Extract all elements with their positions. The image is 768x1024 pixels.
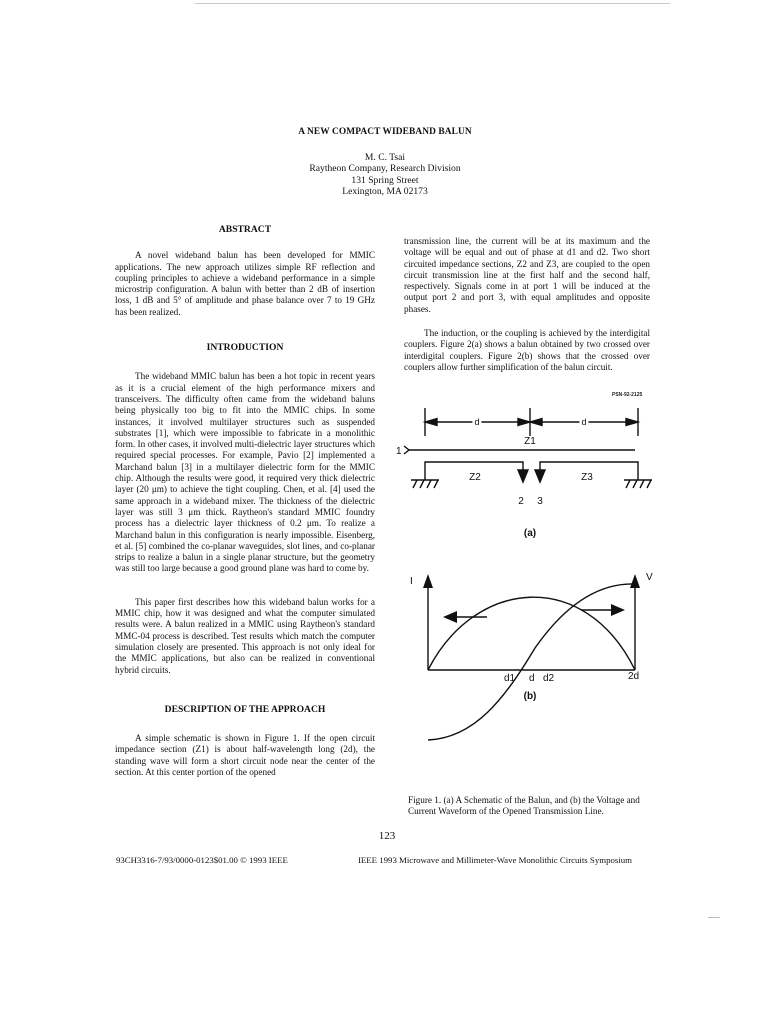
page-number: 123 [378,830,396,842]
scan-mark [708,917,720,918]
label-d1: d1 [504,673,516,684]
figure-1a-schematic [404,408,652,488]
label-z3: Z3 [581,472,593,483]
description-heading: DESCRIPTION OF THE APPROACH [164,703,326,715]
label-d-left: d [474,417,480,427]
label-figure-b: (b) [523,691,537,702]
ground-right-icon [624,480,652,488]
figure-1b-waveform [423,574,640,740]
current-waveform [428,597,635,670]
arrow-right-inner-icon [530,419,542,426]
label-d-right: d [581,417,587,427]
axis-current-arrow-icon [423,574,433,588]
label-d2: d2 [543,673,555,684]
arrow-right-outer-icon [626,419,638,426]
abstract-heading: ABSTRACT [218,224,272,235]
label-z2: Z2 [469,472,481,483]
author-city: Lexington, MA 02173 [342,186,428,197]
arrow-left-outer-icon [425,419,437,426]
figure-tag: PSN-92-2125 [612,392,643,398]
arrow-left-head-icon [443,611,457,623]
figure-caption: Figure 1. (a) A Schematic of the Balun, and (b) the Voltage and Current Waveform of the Opened Transmission Line. [408,795,640,817]
author-affiliation: Raytheon Company, Research Division [309,163,461,174]
port3-arrow-icon [535,470,545,482]
figure-1 [395,398,665,750]
description-paragraph: A simple schematic is shown in Figure 1. If the open circuit impedance section (Z1) is about half-wavelength long (2d), the standing wave will form a short circuit node near the center of the section. At this center portion of the opened [115,733,375,777]
introduction-heading: INTRODUCTION [206,342,284,354]
introduction-paragraph-1: The wideband MMIC balun has been a hot topic in recent years as it is a crucial element of the high performance mixers and transceivers. The difficulty often came from the wideband baluns being physically too big to fit into the MMIC chips. In some instances, it involved multilayer structures such as suspended substrates [1], which were impossible to fabricate in a monolithic form. In other cases, it involved multi-dielectric layer structures which required special processes. For example, Pavio [2] implemented a Marchand balun [3] in a multilayer dielectric form for the MMIC chip. Although the results were good, it required very thick dielectric layer (20 μm) to achieve the tight coupling. Chen, et al. [4] used the same approach in a wideband mixer. The thickness of the dielectric layer was still 3 μm thick. Raytheon's standard MMIC foundry process has a dielectric layer thickness of 0.2 μm. To realize a Marchand balun in this configuration is nearly impossible. Eisenberg, et al. [5] combined the co-planar waveguides, slot lines, and co-planar strips to realize a balun in a single planar structure, but the geometry was still too large because a good ground plane was hard to come by. [115,371,375,574]
right-paragraph-1: transmission line, the current will be at its maximum and the voltage will be equal and out of phase at d1 and d2. Two short circuited impedance sections, Z2 and Z3, are coupled to the open circuit transmission line at the first half and the second half, respectively. Signals come in at port 1 will be induced at the output port 2 and port 3, with equal amplitudes and opposite phases. [404,236,650,314]
voltage-waveform [428,584,635,740]
axis-voltage-arrow-icon [630,574,640,588]
author-name: M. C. Tsai [364,151,406,163]
right-column [404,236,650,373]
left-column [115,224,375,778]
right-paragraph-2: The induction, or the coupling is achieved by the interdigital couplers. Figure 2(a) shows a balun obtained by two crossed over interdigital couplers. Figure 2(b) shows that the crossed over couplers allow further simplification of the balun circuit. [404,328,650,372]
paper-header [200,127,570,198]
label-d: d [529,673,535,684]
label-axis-v: V [646,572,653,583]
label-axis-i: I [410,576,413,587]
ground-left-icon [411,480,439,488]
arrow-right-head-icon [611,604,625,616]
label-z1: Z1 [524,436,536,447]
footer-copyright: 93CH3316-7/93/0000-0123$01.00 © 1993 IEEE [116,855,288,865]
port1-marker-icon [404,446,409,454]
top-border-line [195,3,670,4]
footer-symposium: IEEE 1993 Microwave and Millimeter-Wave Monolithic Circuits Symposium [358,855,632,865]
label-figure-a: (a) [523,528,537,539]
label-port2: 2 [518,496,524,507]
introduction-paragraph-2: This paper first describes how this wideband balun works for a MMIC chip, how it was designed and what the computer simulated results were. A balun realized in a MMIC using Raytheon's standard MMC-04 process is described. Test results which match the computer simulation closely are presented. This approach is not only ideal for the MMIC applications, but also can be realized in conventional hybrid circuits. [115,596,375,675]
label-2d: 2d [628,671,640,682]
label-port3: 3 [537,496,543,507]
paper-title: A NEW COMPACT WIDEBAND BALUN [298,127,472,137]
author-street: 131 Spring Street [351,174,419,186]
label-port1: 1 [396,446,402,457]
port2-arrow-icon [518,470,528,482]
abstract-text: A novel wideband balun has been developed for MMIC applications. The new approach utilizes simple RF reflection and coupling principles to achieve a wideband performance in a simple microstrip configuration. A balun with better than 2 dB of insertion loss, 1 dB and 5° of amplitude and phase balance over 7 to 19 GHz has been realized. [115,250,375,317]
